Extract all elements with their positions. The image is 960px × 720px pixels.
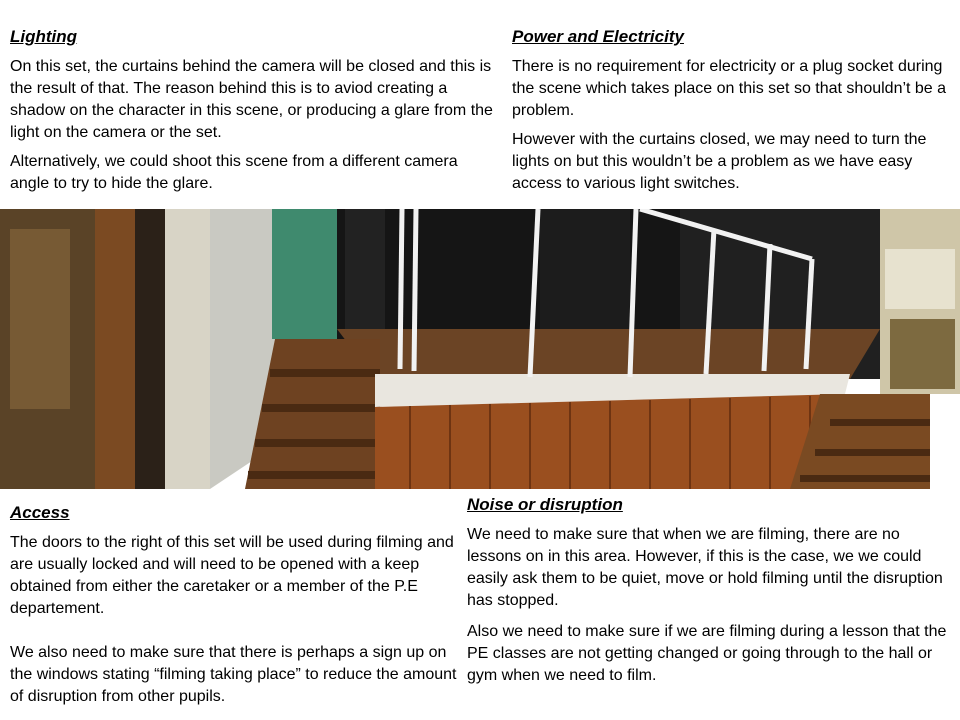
lighting-heading: Lighting — [10, 27, 78, 46]
power-paragraph-1: There is no requirement for electricity or a plug socket during the scene which takes place on this set so that shouldn’t be a problem. — [512, 58, 947, 119]
lighting-paragraph-1: On this set, the curtains behind the camera will be closed and this is the result of that. The reason behind this is to aviod creating a shadow on the character in this scene, or producing a glare from the light on the camera or the set. — [10, 58, 493, 141]
noise-paragraph-1: We need to make sure that when we are filming, there are no lessons on in this area. However, if this is the case, we we could easily ask them to be quiet, move or hold filming until the disruption has stopped. — [467, 526, 943, 609]
noise-heading: Noise or disruption — [467, 495, 623, 514]
lighting-section — [10, 26, 500, 202]
access-section — [10, 502, 465, 715]
access-paragraph-1: The doors to the right of this set will be used during filming and are usually locked and will need to be opened with a keep obtained from either the caretaker or a member of the P.E departement. — [10, 534, 454, 617]
access-paragraph-2: We also need to make sure that there is perhaps a sign up on the windows stating “filming taking place” to reduce the amount of disruption from other pupils. — [10, 644, 457, 705]
noise-section — [467, 494, 952, 696]
power-section — [512, 26, 952, 202]
access-heading: Access — [10, 503, 70, 522]
lighting-paragraph-2: Alternatively, we could shoot this scene from a different camera angle to try to hide the glare. — [10, 153, 458, 192]
power-heading: Power and Electricity — [512, 27, 684, 46]
noise-paragraph-2: Also we need to make sure if we are filming during a lesson that the PE classes are not getting changed or going through to the hall or gym when we need to film. — [467, 623, 947, 684]
power-paragraph-2: However with the curtains closed, we may need to turn the lights on but this wouldn’t be a problem as we have easy access to various light switches. — [512, 131, 927, 192]
stage-photo — [0, 209, 960, 489]
